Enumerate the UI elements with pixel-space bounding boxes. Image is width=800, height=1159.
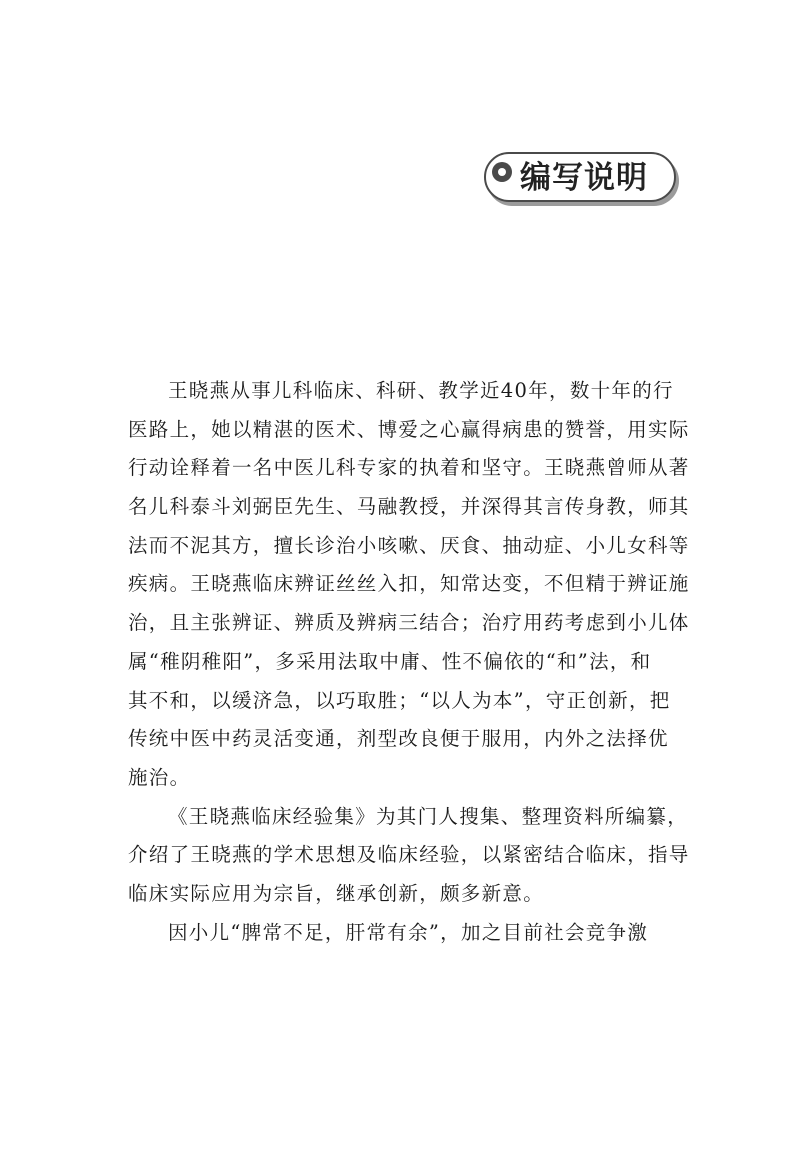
text-line: 疾病。王晓燕临床辨证丝丝入扣，知常达变，不但精于辨证施 xyxy=(128,572,690,596)
text-line: 行动诠释着一名中医儿科专家的执着和坚守。王晓燕曾师从著 xyxy=(128,456,690,480)
text-line: 名儿科泰斗刘弼臣先生、马融教授，并深得其言传身教，师其 xyxy=(128,495,690,519)
bullet-circle-icon xyxy=(492,162,512,182)
text-line: 法而不泥其方，擅长诊治小咳嗽、厌食、抽动症、小儿女科等 xyxy=(128,533,690,557)
text-line: 《王晓燕临床经验集》为其门人搜集、整理资料所编纂， xyxy=(168,804,689,828)
text-line: 医路上，她以精湛的医术、博爱之心赢得病患的赞誉，用实际 xyxy=(128,417,690,441)
text-line: 传统中医中药灵活变通，剂型改良便于服用，内外之法择优 xyxy=(128,727,669,751)
body-text xyxy=(128,372,688,952)
text-line: 因小儿“脾常不足，肝常有余”，加之目前社会竞争激 xyxy=(168,920,649,944)
page-title: 编写说明 xyxy=(520,160,648,196)
text-line: 介绍了王晓燕的学术思想及临床经验，以紧密结合临床，指导 xyxy=(128,843,690,867)
text-line: 属“稚阴稚阳”，多采用法取中庸、性不偏依的“和”法，和 xyxy=(128,649,652,673)
text-line: 王晓燕从事儿科临床、科研、教学近40年，数十年的行 xyxy=(168,379,674,402)
text-line: 临床实际应用为宗旨，继承创新，颇多新意。 xyxy=(128,881,545,905)
section-heading xyxy=(484,152,676,202)
text-line: 施治。 xyxy=(128,765,191,789)
text-line: 治，且主张辨证、辨质及辨病三结合；治疗用药考虑到小儿体 xyxy=(128,611,690,635)
text-line: 其不和，以缓济急，以巧取胜；“以人为本”，守正创新，把 xyxy=(128,688,671,712)
